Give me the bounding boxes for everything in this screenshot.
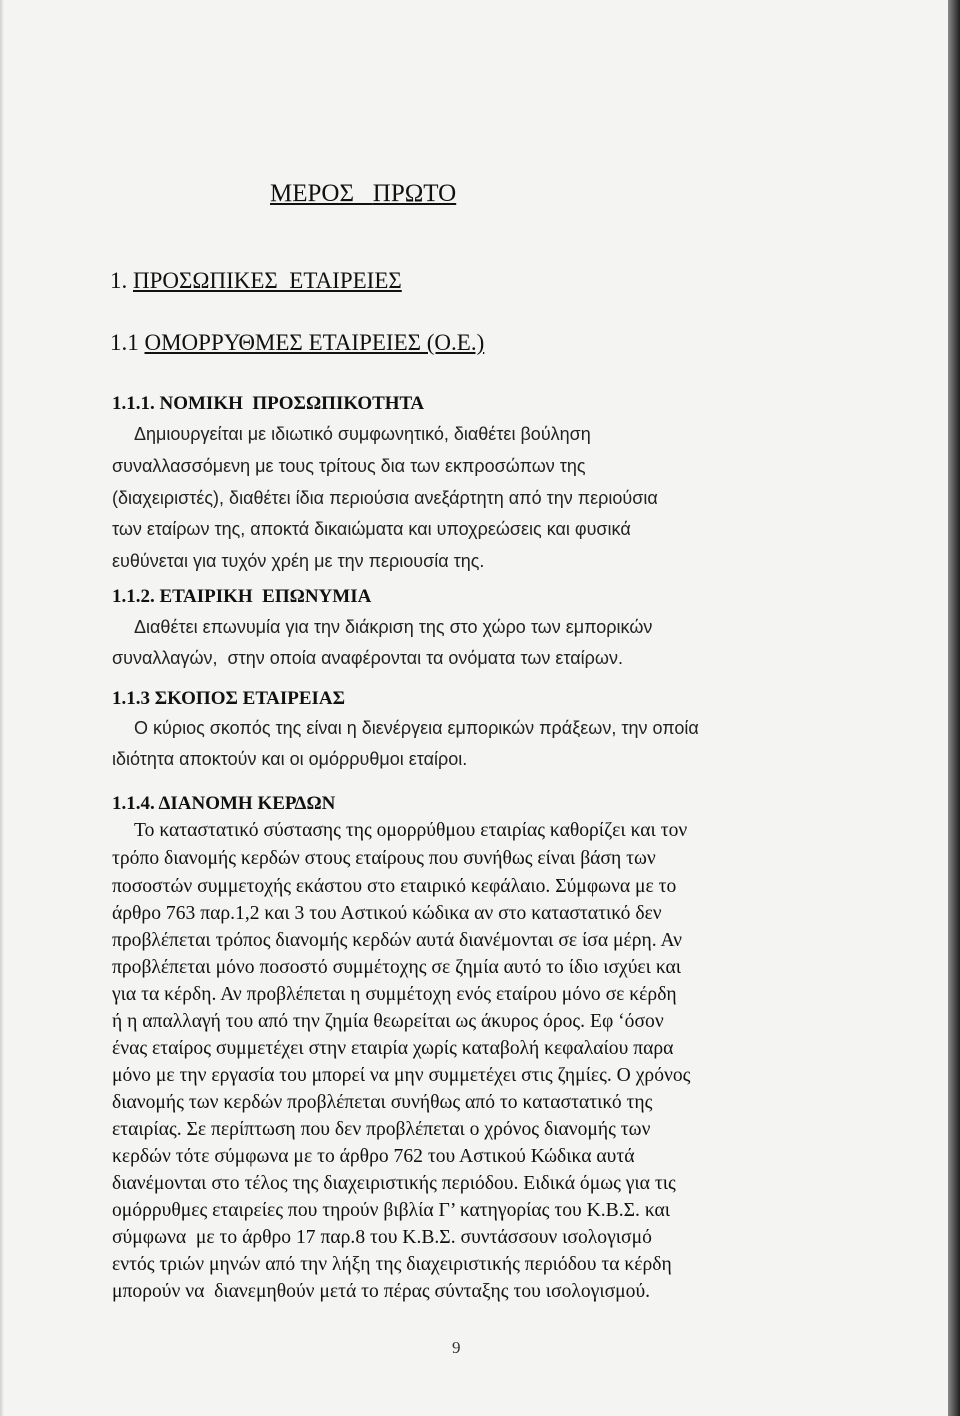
section-heading: 1.1.2. ΕΤΑΙΡΙΚΗ ΕΠΩΝΥΜΙΑ bbox=[112, 586, 372, 607]
section-line: ή η απαλλαγή του από την ζημία θεωρείται ως άκυρος όρος. Εφ ‘όσον bbox=[112, 1011, 664, 1032]
section-line: Δημιουργείται με ιδιωτικό συμφωνητικό, διαθέτει βούληση bbox=[134, 424, 591, 444]
document-title bbox=[270, 180, 456, 208]
section-line: Ο κύριος σκοπός της είναι η διενέργεια εμπορικών πράξεων, την οποία bbox=[134, 718, 699, 738]
section-line: συναλλασσόμενη με τους τρίτους δια των εκπροσώπων της bbox=[112, 456, 586, 476]
title-gap bbox=[354, 180, 373, 207]
section-line: των εταίρων της, αποκτά δικαιώματα και υποχρεώσεις και φυσικά bbox=[112, 519, 631, 539]
scan-dark-edge bbox=[948, 0, 960, 1416]
heading-1-text: ΠΡΟΣΩΠΙΚΕΣ ΕΤΑΙΡΕΙΕΣ bbox=[133, 268, 402, 293]
section-line: τρόπο διανομής κερδών στους εταίρους που συνήθως είναι βάση των bbox=[112, 848, 656, 869]
section-line: εταιρίας. Σε περίπτωση που δεν προβλέπεται ο χρόνος διανομής των bbox=[112, 1119, 651, 1140]
section-line: μπορούν να διανεμηθούν μετά το πέρας σύνταξης του ισολογισμού. bbox=[112, 1281, 651, 1302]
section-line: για τα κέρδη. Αν προβλέπεται η συμμέτοχη ενός εταίρου μόνο σε κέρδη bbox=[112, 984, 677, 1005]
heading-1-1-text: ΟΜΟΡΡΥΘΜΕΣ ΕΤΑΙΡΕΙΕΣ (Ο.Ε.) bbox=[144, 330, 485, 355]
section-line: άρθρο 763 παρ.1,2 και 3 του Αστικού κώδικα αν στο καταστατικό δεν bbox=[112, 903, 662, 924]
heading-1 bbox=[110, 268, 402, 294]
page-number: 9 bbox=[452, 1338, 461, 1357]
heading-1-number: 1. bbox=[110, 268, 133, 293]
section-line: προβλέπεται μόνο ποσοστό συμμέτοχης σε ζημία αυτό το ίδιο ισχύει και bbox=[112, 957, 682, 978]
section-line: ομόρρυθμες εταιρείες που τηρούν βιβλία Γ’ κατηγορίας του Κ.Β.Σ. και bbox=[112, 1200, 671, 1221]
page-left-edge bbox=[0, 0, 4, 1416]
title-part-2: ΠΡΩΤΟ bbox=[372, 180, 457, 207]
section-line: κερδών τότε σύμφωνα με το άρθρο 762 του Αστικού Κώδικα αυτά bbox=[112, 1146, 635, 1167]
section-line: ευθύνεται για τυχόν χρέη με την περιουσία της. bbox=[112, 551, 485, 571]
section-line: εντός τριών μηνών από την λήξη της διαχειριστικής περιόδου τα κέρδη bbox=[112, 1254, 672, 1275]
section-line: Το καταστατικό σύστασης της ομορρύθμου εταιρίας καθορίζει και τον bbox=[134, 820, 688, 841]
section-line: σύμφωνα με το άρθρο 17 παρ.8 του Κ.Β.Σ. συντάσσουν ισολογισμό bbox=[112, 1227, 652, 1248]
section-heading: 1.1.4. ΔΙΑΝΟΜΗ ΚΕΡΔΩΝ bbox=[112, 793, 336, 814]
section-heading: 1.1.3 ΣΚΟΠΟΣ ΕΤΑΙΡΕΙΑΣ bbox=[112, 688, 346, 709]
title-part-1: ΜΕΡΟΣ bbox=[270, 180, 355, 207]
section-line: διανέμονται στο τέλος της διαχειριστικής περιόδου. Ειδικά όμως για τις bbox=[112, 1173, 676, 1194]
section-line: συναλλαγών, στην οποία αναφέρονται τα ονόματα των εταίρων. bbox=[112, 648, 623, 668]
section-line: ένας εταίρος συμμετέχει στην εταιρία χωρίς καταβολή κεφαλαίου παρα bbox=[112, 1038, 674, 1059]
section-line: προβλέπεται τρόπος διανομής κερδών αυτά διανέμονται σε ίσα μέρη. Αν bbox=[112, 930, 683, 951]
section-line: ποσοστών συμμετοχής εκάστου στο εταιρικό κεφάλαιο. Σύμφωνα με το bbox=[112, 876, 677, 897]
section-line: διανομής των κερδών προβλέπεται συνήθως από το καταστατικό της bbox=[112, 1092, 653, 1113]
section-line: (διαχειριστές), διαθέτει ίδια περιούσια ανεξάρτητη από την περιούσια bbox=[112, 488, 658, 508]
section-heading: 1.1.1. ΝΟΜΙΚΗ ΠΡΟΣΩΠΙΚΟΤΗΤΑ bbox=[112, 393, 425, 414]
section-line: Διαθέτει επωνυμία για την διάκριση της στο χώρο των εμπορικών bbox=[134, 617, 653, 637]
section-line: ιδιότητα αποκτούν και οι ομόρρυθμοι εταίροι. bbox=[112, 749, 468, 769]
section-line: μόνο με την εργασία του μπορεί να μην συμμετέχει στις ζημίες. Ο χρόνος bbox=[112, 1065, 691, 1086]
heading-1-1-number: 1.1 bbox=[110, 330, 145, 355]
heading-1-1 bbox=[110, 330, 484, 356]
